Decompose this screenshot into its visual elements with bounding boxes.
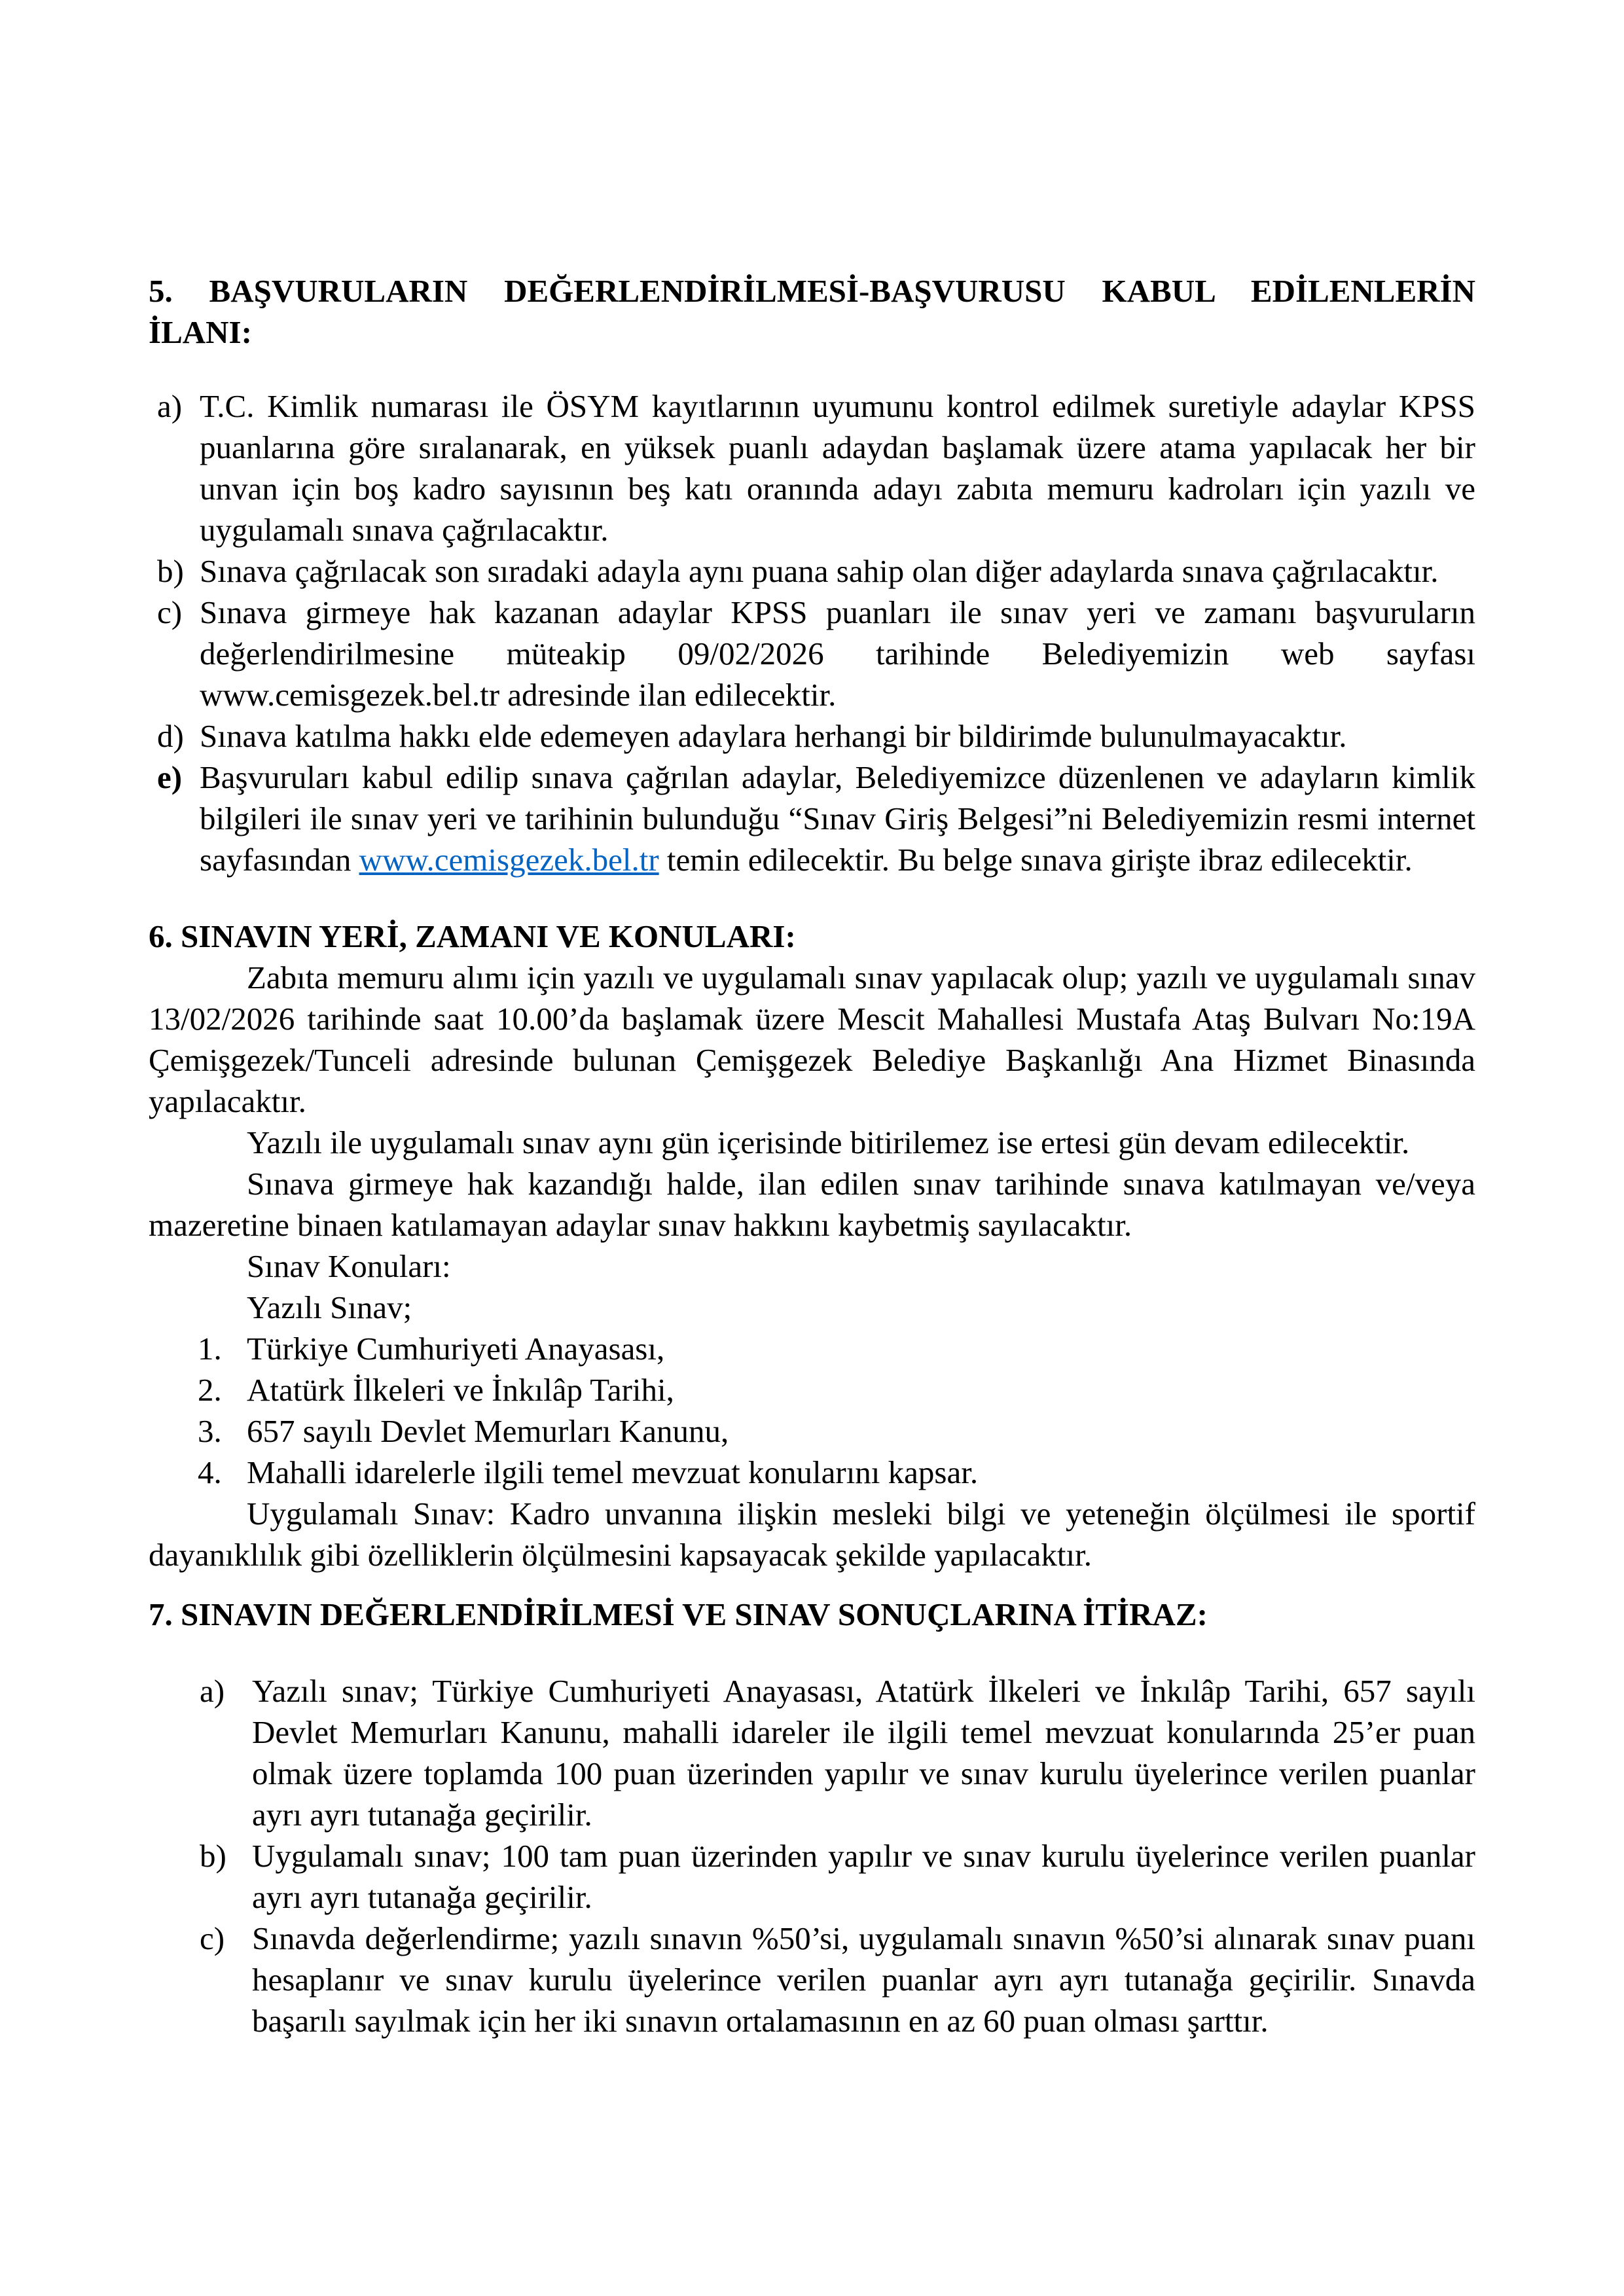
topic-item-1 (198, 1328, 1475, 1369)
section-5-heading (149, 270, 1475, 353)
item-number: 4. (198, 1454, 222, 1490)
item-text: Yazılı sınav; Türkiye Cumhuriyeti Anayasası, Atatürk İlkeleri ve İnkılâp Tarihi, 657 sayılı Devlet Memurları Kanunu, mahalli idareler ile ilgili temel mevzuat konularında 25’er puan olmak üzere toplamda 100 puan üzerinden yapılır ve sınav kurulu üyelerince verilen puanlar ayrı ayrı tutanağa geçirilir. (252, 1673, 1475, 1833)
section-6-paragraph-next-day: Yazılı ile uygulamalı sınav aynı gün içerisinde bitirilemez ise ertesi gün devam edilecektir. (247, 1124, 1410, 1160)
item-number: 2. (198, 1372, 222, 1408)
item-label: b) (200, 1838, 226, 1874)
item-text-before-link: Başvuruları kabul edilip sınava çağrılan adaylar, Belediyemizce düzenlenen ve adayların kimlik bilgileri ile sınav yeri ve tarihinin bulunduğu “Sınav Giriş Belgesi”ni Belediyemizin resmi internet sayfasından (200, 759, 1475, 878)
item-label: e) (157, 759, 183, 795)
exam-topics-label: Sınav Konuları: (247, 1248, 451, 1284)
item-text: 657 sayılı Devlet Memurları Kanunu, (247, 1413, 729, 1449)
item-label: a) (157, 388, 183, 424)
section-6-paragraph-absence: Sınava girmeye hak kazandığı halde, ilan edilen sınav tarihinde sınava katılmayan ve/veya mazeretine binaen katılamayan adaylar sınav hakkını kaybetmiş sayılacaktır. (149, 1166, 1475, 1243)
item-label: c) (200, 1920, 225, 1956)
item-number: 3. (198, 1413, 222, 1449)
item-label: d) (157, 718, 184, 754)
section-5-list (157, 386, 1475, 880)
written-exam-label: Yazılı Sınav; (247, 1289, 412, 1325)
section-7-heading: 7. SINAVIN DEĞERLENDİRİLMESİ VE SINAV SONUÇLARINA İTİRAZ: (149, 1596, 1208, 1632)
list-item-a (157, 386, 1475, 550)
item-text: Atatürk İlkeleri ve İnkılâp Tarihi, (247, 1372, 674, 1408)
item-text: Sınava katılma hakkı elde edemeyen adaylara herhangi bir bildirimde bulunulmayacaktır. (200, 718, 1347, 754)
item-text: Uygulamalı sınav; 100 tam puan üzerinden yapılır ve sınav kurulu üyelerince verilen puanlar ayrı ayrı tutanağa geçirilir. (252, 1838, 1475, 1915)
list-item-b (157, 550, 1475, 592)
item-text: Sınava çağrılacak son sıradaki adayla aynı puana sahip olan diğer adaylarda sınava çağrılacaktır. (200, 553, 1439, 589)
cemisgezek-website-link[interactable]: www.cemisgezek.bel.tr (359, 842, 659, 878)
item-number: 1. (198, 1331, 222, 1367)
section-7-list (200, 1670, 1475, 2041)
topic-item-2 (198, 1369, 1475, 1410)
list-item-b (200, 1835, 1475, 1918)
list-item-d (157, 715, 1475, 757)
item-label: c) (157, 594, 183, 630)
item-text: Türkiye Cumhuriyeti Anayasası, (247, 1331, 665, 1367)
item-label: b) (157, 553, 184, 589)
item-text: T.C. Kimlik numarası ile ÖSYM kayıtlarının uyumunu kontrol edilmek suretiyle adaylar KPSS puanlarına göre sıralanarak, en yüksek puanlı adaydan başlamak üzere atama yapılacak her bir unvan için boş kadro sayısının beş katı oranında adayı zabıta memuru kadroları için yazılı ve uygulamalı sınava çağrılacaktır. (200, 388, 1475, 548)
list-item-c (200, 1918, 1475, 2041)
section-5-heading-line-2: İLANI: (149, 314, 252, 350)
item-text: Sınava girmeye hak kazanan adaylar KPSS puanları ile sınav yeri ve zamanı başvuruların değerlendirilmesine müteakip 09/02/2026 tarihinde Belediyemizin web sayfası www.cemisgezek.bel.tr adresinde ilan edilecektir. (200, 594, 1475, 713)
item-text-after-link: temin edilecektir. Bu belge sınava girişte ibraz edilecektir. (659, 842, 1413, 878)
item-text: Sınavda değerlendirme; yazılı sınavın %50’si, uygulamalı sınavın %50’si alınarak sınav puanı hesaplanır ve sınav kurulu üyelerince verilen puanlar ayrı ayrı tutanağa geçirilir. Sınavda başarılı sayılmak için her iki sınavın ortalamasının en az 60 puan olması şarttır. (252, 1920, 1475, 2039)
topic-item-4 (198, 1452, 1475, 1493)
topic-item-3 (198, 1410, 1475, 1452)
list-item-c (157, 592, 1475, 715)
item-text: Mahalli idarelerle ilgili temel mevzuat konularını kapsar. (247, 1454, 979, 1490)
section-6-paragraph-exam-place: Zabıta memuru alımı için yazılı ve uygulamalı sınav yapılacak olup; yazılı ve uygulamalı sınav 13/02/2026 tarihinde saat 10.00’da başlamak üzere Mescit Mahallesi Mustafa Ataş Bulvarı No:19A Çemişgezek/Tunceli adresinde bulunan Çemişgezek Belediye Başkanlığı Ana Hizmet Binasında yapılacaktır. (149, 960, 1475, 1119)
item-label: a) (200, 1673, 225, 1709)
applied-exam-paragraph: Uygulamalı Sınav: Kadro unvanına ilişkin mesleki bilgi ve yeteneğin ölçülmesi ile sportif dayanıklılık gibi özelliklerin ölçülmesini kapsayacak şekilde yapılacaktır. (149, 1496, 1475, 1573)
list-item-a (200, 1670, 1475, 1835)
section-6-heading: 6. SINAVIN YERİ, ZAMANI VE KONULARI: (149, 918, 796, 954)
written-exam-topics-list (198, 1328, 1475, 1493)
section-5-heading-line-1: 5. BAŞVURULARIN DEĞERLENDİRİLMESİ-BAŞVURUSU KABUL EDİLENLERİN (149, 273, 1475, 309)
list-item-e (157, 757, 1475, 880)
